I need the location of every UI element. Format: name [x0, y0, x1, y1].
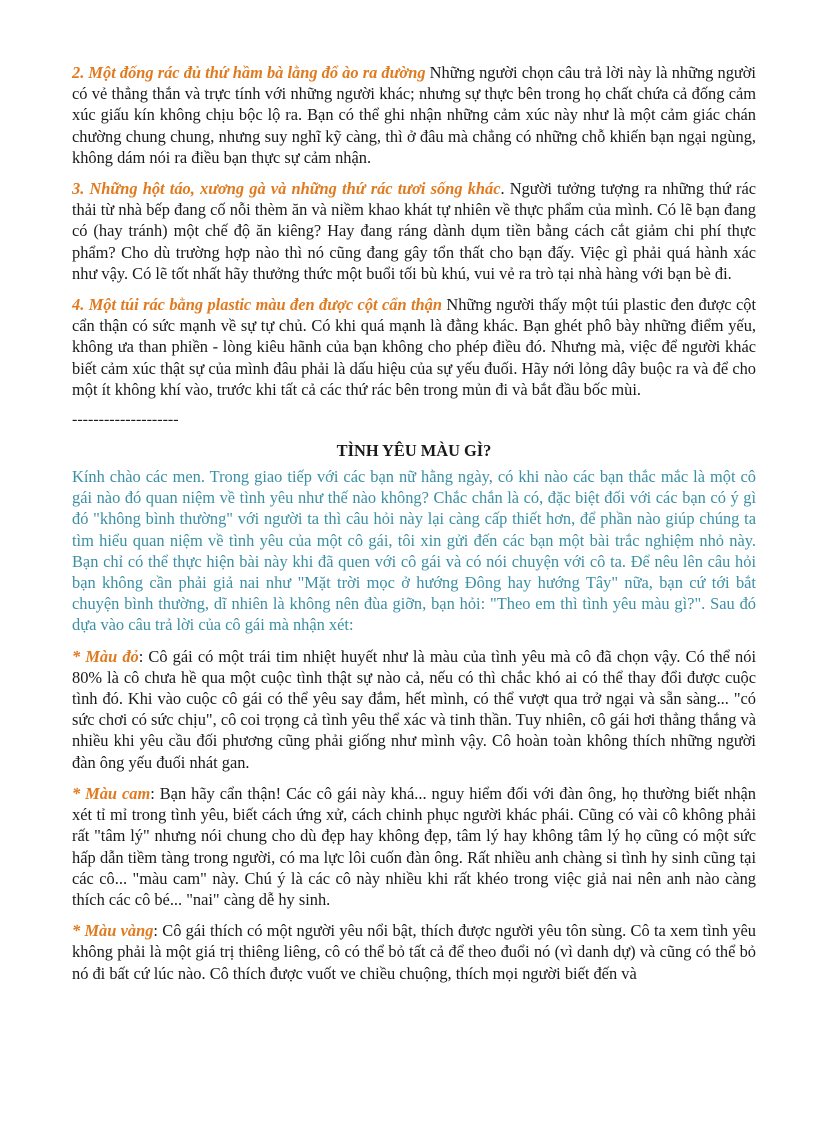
paragraph-item-2: [72, 62, 756, 168]
section-divider: --------------------: [72, 411, 179, 429]
paragraph-item-4: [72, 294, 756, 400]
item-2-text: Những người chọn câu trả lời này là những người có vẻ thẳng thắn và trực tính với những người khác; nhưng sự thực bên trong họ chất chứa cả đống cảm xúc giấu kín không chịu bộc lộ ra. Bạn có thể ghi nhận những cảm xúc này như là một cảm giác chán chường chung chung, nhưng suy nghĩ kỹ càng, thì ở đâu mà chẳng có những chỗ khiến bạn ngại ngùng, không dám nói ra điều bạn thực sự cảm nhận.: [72, 63, 756, 167]
color-yellow-heading: * Màu vàng: [72, 921, 154, 941]
document-page: [72, 62, 756, 994]
color-red-heading: * Màu đỏ: [72, 646, 139, 666]
color-orange-text: : Bạn hãy cẩn thận! Các cô gái này khá... nguy hiểm đối với đàn ông, họ thường biết nhận xét tỉ mỉ trong tình yêu, biết cách ứng xử, cách chinh phục người khác phái. Cũng có vài cô không phải rất "tâm lý" nhưng nói chung cho dù đẹp hay không đẹp, tâm lý hay không tâm lý họ cũng có một sức hấp dẫn tiềm tàng trong người, có ma lực lôi cuốn đàn ông. Rất nhiều anh chàng si tình hy sinh cũng tại các cô... "màu cam" này. Chú ý là các cô này nhiều khi rất khéo trong việc giả nai nên anh nào càng thích các cô bé... "nai" càng dễ hy sinh.: [72, 783, 756, 909]
section-title: TÌNH YÊU MÀU GÌ?: [336, 441, 492, 461]
paragraph-color-yellow: [72, 920, 756, 984]
color-orange-heading: * Màu cam: [72, 783, 151, 803]
item-4-heading: 4. Một túi rác bằng plastic màu đen được cột cẩn thận: [72, 295, 442, 315]
paragraph-color-orange: [72, 783, 756, 910]
paragraph-color-red: [72, 646, 756, 773]
item-4-text: Những người thấy một túi plastic đen được cột cẩn thận có sức mạnh về sự tự chủ. Có khi quá mạnh là đằng khác. Bạn ghét phô bày những điểm yếu, không ưa than phiền - lòng kiêu hãnh của bạn không cho phép điều đó. Nhưng mà, việc để người khác biết cảm xúc thật sự của mình đâu phải là dấu hiệu của sự yếu đuối. Hãy nới lỏng dây buộc ra và để cho một ít không khí vào, trước khi tất cả các thứ rác bên trong mủn đi và bắt đầu bốc mùi.: [72, 295, 757, 399]
intro-paragraph: Kính chào các men. Trong giao tiếp với các bạn nữ hằng ngày, có khi nào các bạn thắc mắc là một cô gái nào đó quan niệm về tình yêu như thế nào không? Chắc chắn là có, đặc biệt đối với các bạn có ý gì đó "không bình thường" với người ta thì câu hỏi này lại càng cấp thiết hơn, để phần nào giúp chúng ta tìm hiểu quan niệm về tình yêu của một cô gái, tôi xin gửi đến các bạn một bài trắc nghiệm nhỏ này. Bạn chỉ có thể thực hiện bài này khi đã quen với cô gái và có nói chuyện với cô ta. Để nêu lên câu hỏi bạn không cần phải giả nai như "Mặt trời mọc ở hướng Đông hay hướng Tây" nữa, bạn cứ tới bắt chuyện bình thường, dĩ nhiên là không nên đùa giỡn, bạn hỏi: "Theo em thì tình yêu màu gì?". Sau đó dựa vào câu trả lời của cô gái mà nhận xét:: [72, 467, 756, 635]
color-red-text: : Cô gái có một trái tim nhiệt huyết như là màu của tình yêu mà cô đã chọn vậy. Có thể nói 80% là cô chưa hề qua một cuộc tình thật sự nào cả, nếu có thì chắc khó ai có thể thay đổi được cuộc tình đó. Khi vào cuộc cô gái có thể yêu say đắm, hết mình, có thể vượt qua trở ngại và sẵn sàng... "có sức chơi có sức chịu", cô coi trọng cả tình yêu thể xác và tinh thần. Tuy nhiên, cô gái hơi thẳng thắng và nhiều khi yêu cầu đối phương cũng phải giống như mình vậy. Cô hoàn toàn không thích những người đàn ông yếu đuối nhát gan.: [72, 646, 756, 772]
item-3-text: . Người tưởng tượng ra những thứ rác thải từ nhà bếp đang cố nỗi thèm ăn và niềm khao khát tự nhiên về thực phẩm của mình. Có lẽ bạn đang có (hay tránh) một chế độ ăn kiêng? Hay đang ráng dành dụm tiền bằng cách cắt giảm chi phí thực phẩm? Cho dù trường hợp nào thì nó cũng đang gây tổn thất cho bạn đấy. Việc gì phải quá hành xác như vậy. Có lẽ tốt nhất hãy thưởng thức một buổi tối bù khú, vui vẻ ra trò tại nhà hàng với bạn bè đi.: [72, 179, 757, 283]
item-3-heading: 3. Những hột táo, xương gà và những thứ rác tươi sống khác: [72, 179, 501, 199]
item-2-heading: 2. Một đống rác đủ thứ hầm bà lằng đổ ào ra đường: [72, 63, 426, 82]
color-yellow-text: : Cô gái thích có một người yêu nổi bật, thích được người yêu tôn sùng. Cô ta xem tình yêu không phải là một giá trị thiêng liêng, cô có thể bỏ tất cả để theo đuổi nó (vì danh dự) và cũng có thể bỏ nó đi bất cứ lúc nào. Cô thích được vuốt ve chiều chuộng, thích mọi người biết đến và: [72, 921, 756, 983]
paragraph-item-3: [72, 178, 756, 284]
